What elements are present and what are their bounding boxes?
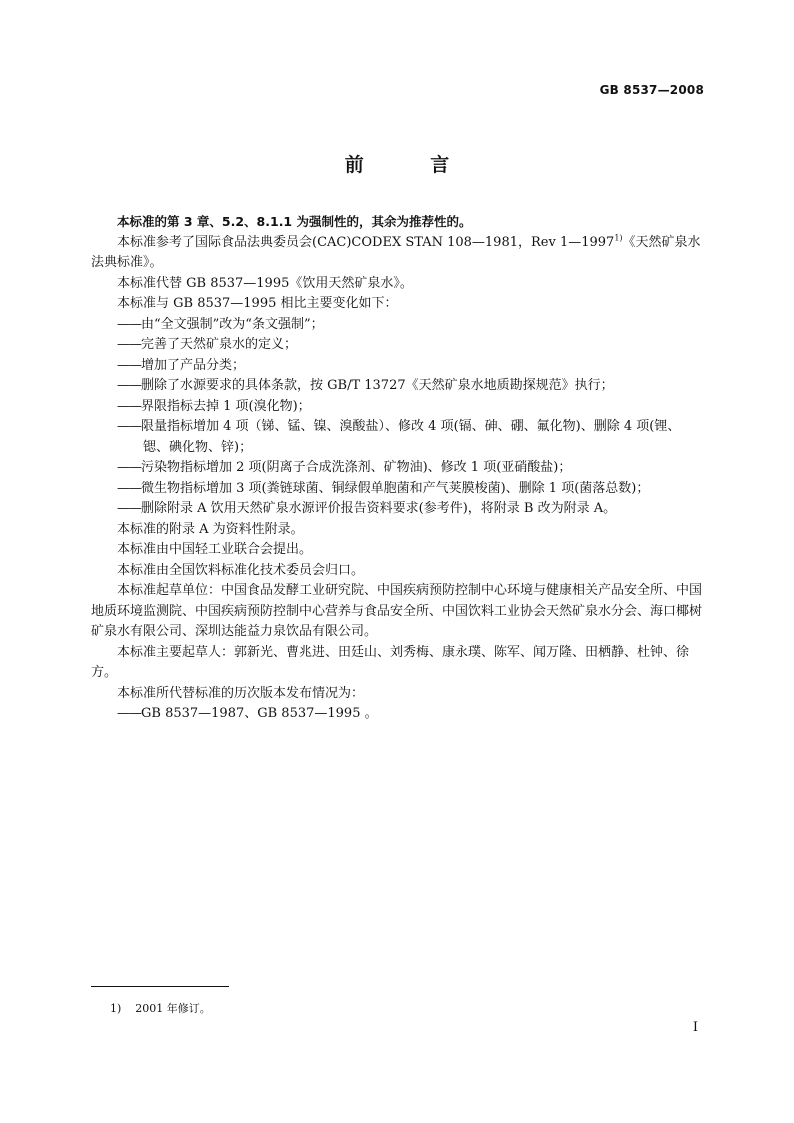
list-item	[91, 397, 705, 418]
history-item	[91, 704, 705, 725]
list-item	[91, 417, 705, 458]
list-item	[91, 315, 705, 336]
paragraph-drafters: 本标准主要起草人：郭新光、曹兆进、田廷山、刘秀梅、康永璞、陈军、闻万隆、田栖静、杜钟、徐方。	[91, 644, 690, 680]
list-item	[91, 376, 705, 397]
list-item-text: 由“全文强制”改为“条文强制”；	[141, 316, 324, 332]
paragraph-appendix: 本标准的附录 A 为资料性附录。	[117, 521, 304, 537]
paragraph-references	[91, 233, 705, 274]
reference-text: 本标准参考了国际食品法典委员会(CAC)CODEX STAN 108—1981，Rev 1—1997	[117, 234, 615, 250]
list-item-text: 污染物指标增加 2 项(阴离子合成洗涤剂、矿物油)、修改 1 项(亚硝酸盐)；	[141, 460, 572, 475]
standard-code: GB 8537—2008	[599, 83, 704, 97]
paragraph-drafting-units: 本标准起草单位：中国食品发酵工业研究院、中国疾病预防控制中心环境与健康相关产品安全所、中国地质环境监测院、中国疾病预防控制中心营养与食品安全所、中国饮料工业协会天然矿泉水分会、海口椰树矿泉水有限公司、深圳达能益力泉饮品有限公司。	[91, 583, 703, 639]
dash-bullet: ——	[117, 398, 141, 414]
footnote-marker: 1)	[614, 233, 623, 243]
list-item-text: 完善了天然矿泉水的定义；	[141, 337, 298, 352]
page-title: 前 言	[344, 154, 480, 176]
footnote-mark: 1)	[110, 1002, 122, 1015]
footnote-text: 2001 年修订。	[135, 1002, 211, 1015]
dash-bullet: ——	[117, 501, 141, 516]
paragraph-mandatory-clauses: 本标准的第 3 章、5.2、8.1.1 为强制性的，其余为推荐性的。	[117, 214, 472, 229]
list-item-text: 界限指标去掉 1 项(溴化物)；	[141, 398, 311, 414]
list-item-text: 删除附录 A 饮用天然矿泉水源评价报告资料要求(参考件)，将附录 B 改为附录 A。	[141, 501, 617, 516]
footnote	[110, 1000, 211, 1016]
dash-bullet: ——	[117, 378, 141, 393]
list-item-text: 增加了产品分类；	[141, 357, 246, 373]
dash-bullet: ——	[117, 460, 141, 475]
dash-bullet: ——	[117, 337, 141, 352]
paragraph-history-intro: 本标准所代替标准的历次版本发布情况为：	[117, 685, 365, 701]
paragraph-proposer: 本标准由中国轻工业联合会提出。	[117, 542, 313, 557]
paragraph-changes-intro: 本标准与 GB 8537—1995 相比主要变化如下：	[117, 296, 398, 311]
list-item-text: 限量指标增加 4 项（锑、锰、镍、溴酸盐）、修改 4 项(镉、砷、硼、氟化物)、删除 4 项(锂、锶、碘化物、锌)；	[141, 419, 681, 455]
page-number: I	[692, 1020, 698, 1035]
list-item-text: 删除了水源要求的具体条款，按 GB/T 13727《天然矿泉水地质勘探规范》执行；	[141, 378, 614, 393]
dash-bullet: ——	[117, 316, 141, 332]
list-item	[91, 356, 705, 377]
history-text: GB 8537—1987、GB 8537—1995 。	[141, 706, 378, 721]
list-item	[91, 499, 705, 520]
dash-bullet: ——	[117, 419, 141, 434]
list-item-text: 微生物指标增加 3 项(粪链球菌、铜绿假单胞菌和产气荚膜梭菌)、删除 1 项(菌落总数)；	[141, 480, 650, 496]
dash-bullet: ——	[117, 480, 141, 496]
list-item	[91, 335, 705, 356]
document-body	[91, 212, 705, 725]
dash-bullet: ——	[117, 357, 141, 373]
list-item	[91, 458, 705, 479]
list-item	[91, 479, 705, 500]
dash-bullet: ——	[117, 706, 141, 721]
paragraph-committee: 本标准由全国饮料标准化技术委员会归口。	[117, 562, 365, 578]
reference-text-cont: 《天然矿泉水法典标准》。	[91, 234, 701, 270]
footnote-divider	[91, 986, 229, 987]
changes-list	[91, 315, 705, 520]
paragraph-replaces: 本标准代替 GB 8537—1995《饮用天然矿泉水》。	[117, 275, 413, 291]
